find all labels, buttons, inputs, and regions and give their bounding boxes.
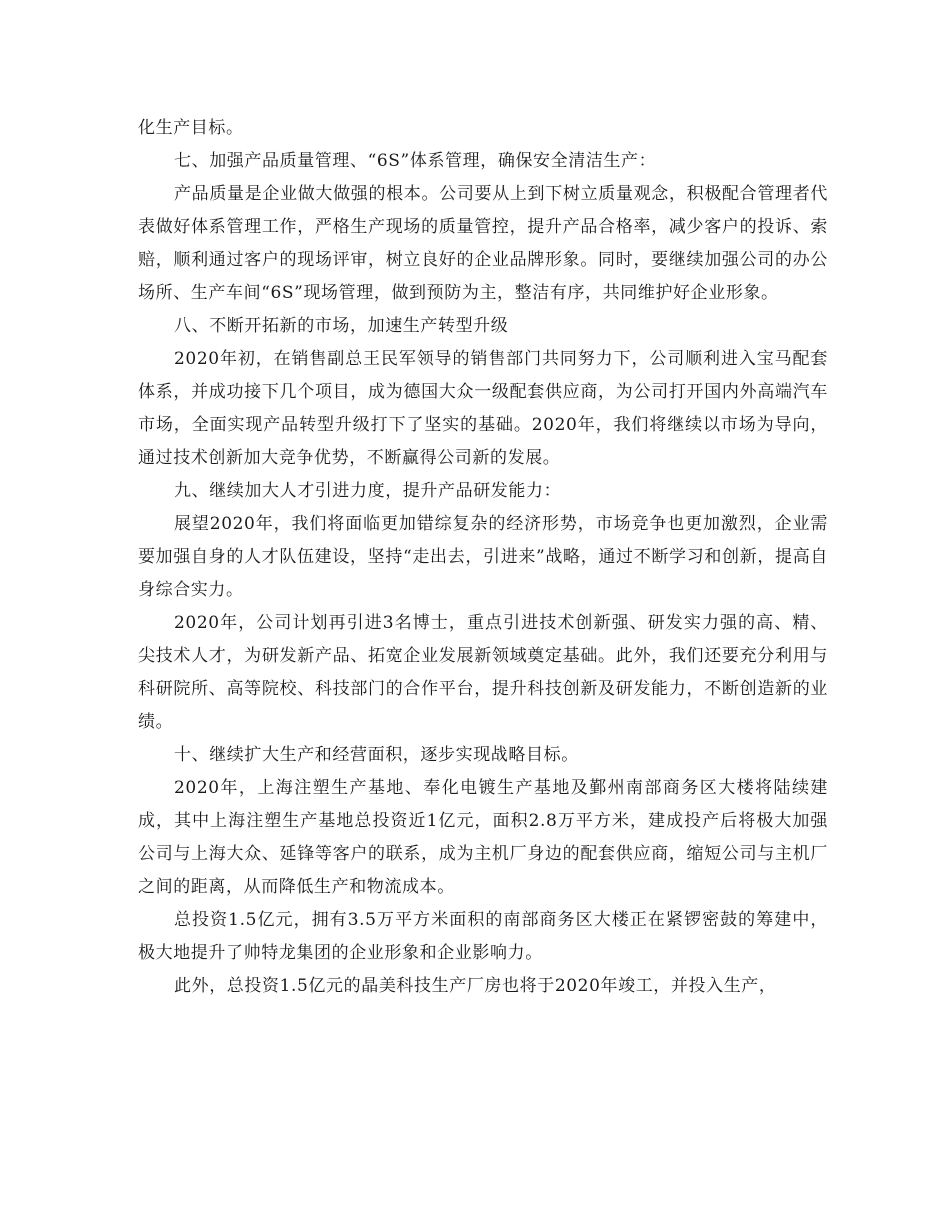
section-heading-8: 八、不断开拓新的市场，加速生产转型升级 [174,316,509,336]
paragraph-continuation: 化生产目标。 [138,118,244,138]
paragraph-outlook: 展望2020年，我们将面临更加错综复杂的经济形势，市场竞争也更加激烈，企业需要加强自身的人才队伍建设，坚持“走出去，引进来”战略，通过不断学习和创新，提高自身综合实力。 [138,514,828,600]
paragraph-bases: 2020年，上海注塑生产基地、奉化电镀生产基地及鄞州南部商务区大楼将陆续建成，其中上海注塑生产基地总投资近1亿元，面积2.8万平方米，建成投产后将极大加强公司与上海大众、延锋等客户的联系，成为主机厂身边的配套供应商，缩短公司与主机厂之间的距离，从而降低生产和物流成本。 [138,778,828,897]
paragraph-market: 2020年初，在销售副总王民军领导的销售部门共同努力下，公司顺利进入宝马配套体系，并成功接下几个项目，成为德国大众一级配套供应商，为公司打开国内外高端汽车市场，全面实现产品转型升级打下了坚实的基础。2020年，我们将继续以市场为导向，通过技术创新加大竞争优势，不断赢得公司新的发展。 [138,349,828,468]
paragraph-quality: 产品质量是企业做大做强的根本。公司要从上到下树立质量观念，积极配合管理者代表做好体系管理工作，严格生产现场的质量管控，提升产品合格率，减少客户的投诉、索赔，顺利通过客户的现场评审，树立良好的企业品牌形象。同时，要继续加强公司的办公场所、生产车间“6S”现场管理，做到预防为主，整洁有序，共同维护好企业形象。 [138,184,828,303]
section-heading-7: 七、加强产品质量管理、“6S”体系管理，确保安全清洁生产： [174,151,657,171]
paragraph-business-district: 总投资1.5亿元，拥有3.5万平方米面积的南部商务区大楼正在紧锣密鼓的筹建中，极大地提升了帅特龙集团的企业形象和企业影响力。 [138,910,828,963]
paragraph-jingmei: 此外，总投资1.5亿元的晶美科技生产厂房也将于2020年竣工，并投入生产， [174,976,777,996]
paragraph-talent: 2020年，公司计划再引进3名博士，重点引进技术创新强、研发实力强的高、精、尖技术人才，为研发新产品、拓宽企业发展新领域奠定基础。此外，我们还要充分利用与科研院所、高等院校、科技部门的合作平台，提升科技创新及研发能力，不断创造新的业绩。 [138,613,828,732]
document-body [138,112,828,1003]
section-heading-10: 十、继续扩大生产和经营面积，逐步实现战略目标。 [174,745,579,765]
section-heading-9: 九、继续加大人才引进力度，提升产品研发能力： [174,481,562,501]
